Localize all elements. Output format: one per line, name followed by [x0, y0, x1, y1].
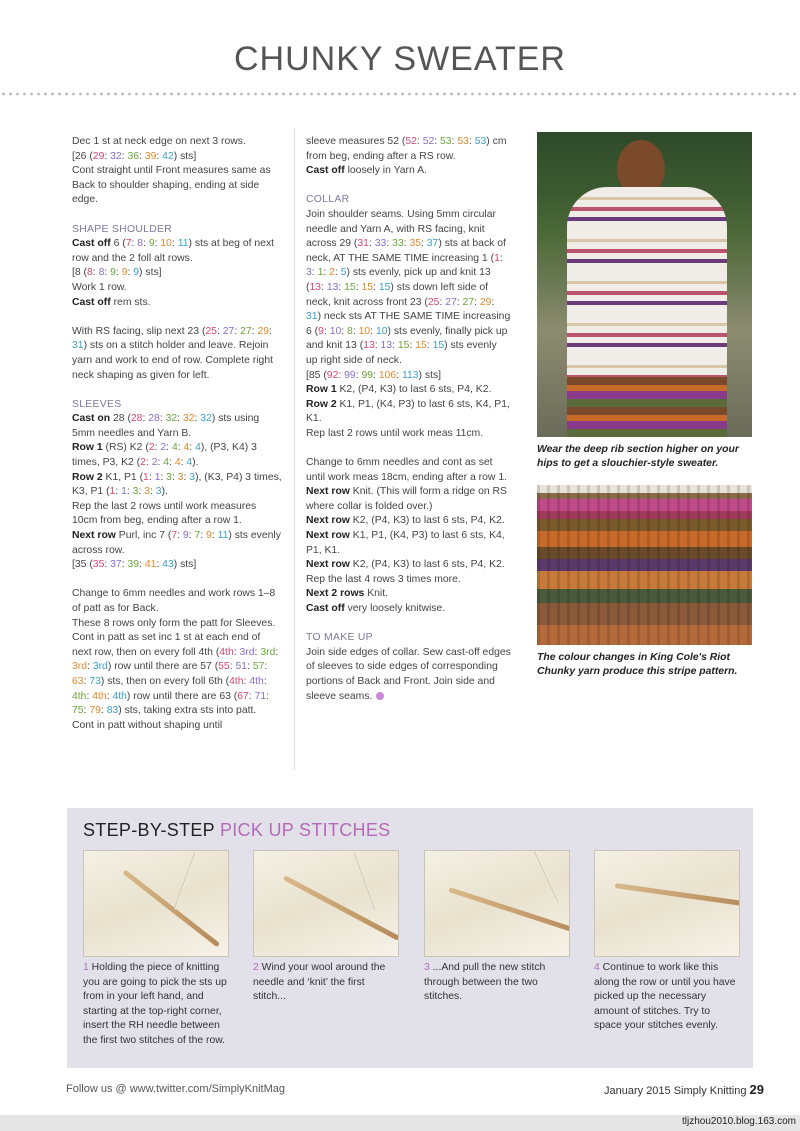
- size-value: 39: [144, 150, 157, 162]
- size-value: 3: [144, 486, 151, 498]
- size-value: 32: [110, 150, 122, 162]
- size-value: 15: [397, 340, 410, 352]
- size-value: 106: [378, 369, 397, 381]
- step-1-photo: [83, 850, 229, 957]
- size-value: 7: [125, 238, 132, 250]
- step-1: 1 Holding the piece of knitting you are going to pick the sts up from in your left hand, and starting at the top-right corner, insert the RH needle between the first two stitches of the row.: [83, 850, 229, 1048]
- size-value: 4th: [219, 646, 234, 658]
- size-value: 37: [426, 238, 439, 250]
- page-title: CHUNKY SWEATER: [233, 40, 566, 78]
- twitter-link[interactable]: Follow us @ www.twitter.com/SimplyKnitMag: [66, 1083, 286, 1095]
- size-value: 113: [401, 369, 419, 381]
- size-value: 4: [195, 442, 201, 454]
- size-value: 92: [326, 369, 339, 381]
- size-value: 71: [254, 690, 267, 702]
- step-2: 2 Wind your wool around the needle and ‘knit’ the first stitch...: [253, 850, 399, 1005]
- column-1: [72, 135, 282, 733]
- section-heading: TO MAKE UP: [306, 632, 373, 644]
- size-value: 5: [340, 267, 347, 279]
- section-heading: COLLAR: [306, 194, 350, 206]
- size-value: 3: [306, 267, 312, 279]
- size-value: 4th: [92, 690, 107, 702]
- paragraph: Join side edges of collar. Sew cast-off edges of sleeves to side edges of corresponding portions of Back and Front. Join side and sleeve seams.: [306, 646, 511, 702]
- size-value: 53: [457, 136, 469, 147]
- size-value: 1: [121, 486, 127, 498]
- sweater-shape: [567, 187, 727, 437]
- size-value: 1: [154, 471, 161, 483]
- size-value: 53: [440, 136, 452, 147]
- size-value: 27: [445, 296, 457, 308]
- size-value: 3: [177, 471, 184, 483]
- size-value: 4th: [229, 675, 244, 687]
- section-heading: SLEEVES: [72, 398, 122, 410]
- size-value: 2: [148, 442, 155, 454]
- paragraph: Change to 6mm needles and cont as set until work meas 18cm, ending after a row 1. Next row Knit. (This will form a ridge on RS where collar is folded over.) Next row K2, (P4, K3) to last 6 sts, P4, K2. Next row K1, P1, (K4, P3) to last 6 sts, K4, P1, K1. Next row K2, (P4, K3) to last 6 sts, P4, K2. Rep the last 4 rows 3 times more. Next 2 rows Knit. Cast off very loosely knitwise.: [306, 457, 507, 614]
- paragraph: Dec 1 st at neck edge on next 3 rows. [26 (29: 32: 36: 39: 42) sts] Cont straight until Front measures same as Back to shoulder shaping, ending at side edge.: [72, 136, 271, 206]
- size-value: 13: [309, 281, 322, 293]
- size-value: 31: [357, 238, 369, 250]
- step-by-step-panel: [67, 808, 753, 1068]
- size-value: 1: [317, 267, 324, 279]
- paragraph: sleeve measures 52 (52: 52: 53: 53: 53) cm from beg, ending after a RS row. Cast off loosely in Yarn A.: [306, 136, 507, 177]
- paragraph: Change to 6mm needles and work rows 1–8 of patt as for Back. These 8 rows only form the patt for Sleeves. Cont in patt as set inc 1 st at each end of next row, then on every foll 4th (4th: 3rd: 3rd: 3rd: 3rd) row until there are 57 (55: 51: 57: 63: 73) sts, then on every foll 6th (4th: 4th: 4th: 4th: 4th) row until there are 63 (67: 71: 75: 79: 83) sts, taking extra sts into patt. Cont in patt without shaping until: [72, 588, 279, 731]
- size-value: 67: [237, 690, 249, 702]
- size-value: 2: [140, 457, 146, 469]
- size-value: 4th: [249, 675, 264, 687]
- photo-caption-2: The colour changes in King Cole's Riot Chunky yarn produce this stripe pattern.: [537, 652, 738, 677]
- size-value: 35: [92, 559, 105, 571]
- step-4-photo: [594, 850, 740, 957]
- size-value: 1: [494, 252, 500, 264]
- page-number: 29: [749, 1082, 764, 1097]
- size-value: 9: [110, 267, 116, 279]
- size-value: 28: [148, 413, 160, 425]
- size-value: 9: [148, 238, 155, 250]
- size-value: 75: [72, 705, 84, 717]
- size-value: 99: [344, 369, 356, 381]
- size-value: 57: [252, 661, 265, 673]
- size-value: 32: [165, 413, 178, 425]
- size-value: 10: [329, 325, 342, 337]
- size-value: 9: [182, 530, 189, 542]
- size-value: 9: [206, 530, 212, 542]
- issue-info: January 2015 Simply Knitting 29: [604, 1082, 764, 1097]
- size-value: 3: [166, 471, 172, 483]
- size-value: 99: [361, 369, 374, 381]
- size-value: 3rd: [260, 646, 276, 658]
- size-value: 25: [205, 325, 217, 337]
- size-value: 9: [318, 325, 324, 337]
- size-value: 41: [144, 559, 157, 571]
- column-divider: [294, 128, 295, 770]
- paragraph: Join shoulder seams. Using 5mm circular needle and Yarn A, with RS facing, knit across 29 (31: 33: 33: 35: 37) sts at back of neck, AT THE SAME TIME increasing 1 (1: 3: 1: 2: 5) sts evenly, pick up and knit 13 (13: 13: 15: 15: 15) sts down left side of neck, knit across front 23 (25: 27: 27: 29: 31) neck sts AT THE SAME TIME increasing 6 (9: 10: 8: 10: 10) sts evenly, finally pick up and knit 13 (13: 13: 15: 15: 15) sts evenly up right side of neck. [85 (92: 99: 99: 106: 113) sts] Row 1 K2, (P4, K3) to last 6 sts, P4, K2. Row 2 K1, P1, (K4, P3) to last 6 sts, K4, P1, K1. Rep last 2 rows until work meas 11cm.: [306, 208, 511, 439]
- size-value: 10: [358, 325, 371, 337]
- size-value: 53: [474, 136, 487, 147]
- size-value: 9: [133, 267, 140, 279]
- size-value: 3: [189, 471, 196, 483]
- paragraph: Cast on 28 (28: 28: 32: 32: 32) sts using 5mm needles and Yarn B. Row 1 (RS) K2 (2: 2: 4: 4: 4), (P3, K4) 3 times, P3, K2 (2: 2: 4: 4: 4). Row 2 K1, P1 (1: 1: 3: 3: 3), (K3, P4) 3 times, K3, P1 (1: 1: 3: 3: 3). Rep the last 2 rows until work measures 10cm from beg, ending after a row 1. Next row Purl, inc 7 (7: 9: 7: 9: 11) sts evenly across row. [35 (35: 37: 39: 41: 43) sts]: [72, 413, 282, 571]
- size-value: 27: [222, 325, 235, 337]
- step-3: 3 ...And pull the new stitch through between the two stitches.: [424, 850, 570, 1005]
- size-value: 63: [72, 675, 84, 687]
- size-value: 29: [92, 150, 105, 162]
- rib-band-shape: [567, 377, 727, 437]
- step-4: 4 Continue to work like this along the row or until you have picked up the necessary amount of stitches. Try to space your stitches evenly.: [594, 850, 740, 1034]
- photo-caption-1: Wear the deep rib section higher on your hips to get a slouchier-style sweater.: [537, 444, 739, 469]
- size-value: 31: [306, 311, 318, 323]
- size-value: 13: [380, 340, 393, 352]
- size-value: 55: [218, 661, 230, 673]
- dotted-divider: [0, 92, 800, 96]
- size-value: 35: [409, 238, 421, 250]
- size-value: 83: [106, 705, 119, 717]
- size-value: 43: [162, 559, 174, 571]
- size-value: 52: [405, 136, 417, 147]
- size-value: 15: [361, 281, 374, 293]
- size-value: 79: [89, 705, 101, 717]
- size-value: 15: [415, 340, 427, 352]
- bottom-bar: [0, 1115, 800, 1131]
- size-value: 31: [72, 340, 84, 352]
- size-value: 3rd: [239, 646, 255, 658]
- size-value: 7: [194, 530, 201, 542]
- size-value: 4: [174, 457, 181, 469]
- stripe-closeup-photo: [537, 485, 752, 645]
- size-value: 15: [432, 340, 445, 352]
- size-value: 10: [375, 325, 388, 337]
- step-2-photo: [253, 850, 399, 957]
- size-value: 39: [127, 559, 140, 571]
- size-value: 33: [374, 238, 387, 250]
- watermark: tljzhou2010.blog.163.com: [682, 1116, 796, 1127]
- size-value: 15: [378, 281, 391, 293]
- size-value: 4: [183, 442, 190, 454]
- size-value: 3rd: [92, 661, 108, 673]
- size-value: 4: [186, 457, 193, 469]
- size-value: 29: [257, 325, 269, 337]
- size-value: 8: [87, 267, 93, 279]
- size-value: 2: [329, 267, 335, 279]
- sweater-photo: [537, 132, 752, 437]
- size-value: 32: [182, 413, 195, 425]
- size-value: 9: [121, 267, 128, 279]
- size-value: 13: [363, 340, 375, 352]
- size-value: 4th: [112, 690, 127, 702]
- size-value: 1: [109, 486, 116, 498]
- size-value: 29: [479, 296, 492, 308]
- size-value: 8: [137, 238, 144, 250]
- size-value: 52: [422, 136, 435, 147]
- size-value: 4: [171, 442, 178, 454]
- size-value: 32: [200, 413, 212, 425]
- size-value: 3rd: [72, 661, 88, 673]
- size-value: 10: [160, 238, 172, 250]
- size-value: 3: [132, 486, 139, 498]
- size-value: 2: [151, 457, 158, 469]
- size-value: 33: [392, 238, 404, 250]
- size-value: 1: [143, 471, 149, 483]
- size-value: 4: [163, 457, 170, 469]
- size-value: 3: [155, 486, 162, 498]
- size-value: 42: [162, 150, 174, 162]
- paragraph: Cast off 6 (7: 8: 9: 10: 11) sts at beg of next row and the 2 foll alt rows. [8 (8: 8: 9: 9: 9) sts] Work 1 row. Cast off rem sts.: [72, 238, 275, 308]
- size-value: 7: [171, 530, 178, 542]
- size-value: 51: [235, 661, 248, 673]
- size-value: 13: [326, 281, 339, 293]
- size-value: 4th: [72, 690, 87, 702]
- size-value: 11: [177, 238, 189, 250]
- size-value: 73: [89, 675, 101, 687]
- size-value: 2: [160, 442, 167, 454]
- paragraph: With RS facing, slip next 23 (25: 27: 27: 29: 31) sts on a stitch holder and leave. Rejoin yarn and work to end of row. Complete right neck shaping as given for left.: [72, 325, 273, 381]
- size-value: 37: [110, 559, 122, 571]
- size-value: 8: [347, 325, 353, 337]
- step-3-photo: [424, 850, 570, 957]
- size-value: 36: [127, 150, 140, 162]
- size-value: 8: [98, 267, 105, 279]
- size-value: 15: [344, 281, 356, 293]
- panel-title: STEP-BY-STEP PICK UP STITCHES: [83, 820, 391, 840]
- section-heading: SHAPE SHOULDER: [72, 223, 173, 235]
- size-value: 27: [462, 296, 475, 308]
- column-2: [306, 135, 511, 704]
- size-value: 28: [130, 413, 143, 425]
- end-bullet-icon: [376, 692, 384, 700]
- size-value: 25: [427, 296, 440, 308]
- size-value: 11: [217, 530, 229, 542]
- size-value: 27: [240, 325, 252, 337]
